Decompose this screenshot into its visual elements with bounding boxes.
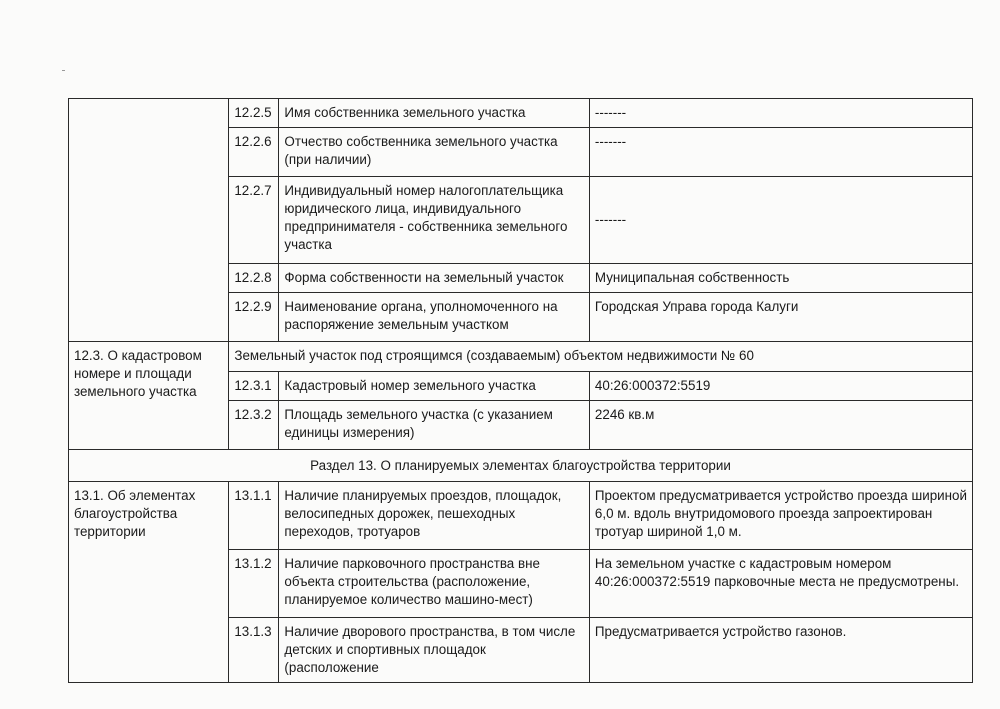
row-number: 12.2.5 [229, 99, 279, 128]
row-number: 13.1.3 [229, 618, 279, 683]
row-number: 13.1.1 [229, 482, 279, 550]
row-value: Городская Управа города Калуги [589, 293, 972, 342]
row-label: Отчество собственника земельного участка (при наличии) [279, 128, 590, 177]
row-value: Муниципальная собственность [589, 264, 972, 293]
row-value: На земельном участке с кадастровым номером 40:26:000372:5519 парковочные места не предусмотрены. [589, 550, 972, 618]
row-number: 12.2.9 [229, 293, 279, 342]
row-value: 2246 кв.м [589, 401, 972, 450]
row-number: 12.2.6 [229, 128, 279, 177]
row-value: ------- [589, 177, 972, 264]
row-label: Наличие планируемых проездов, площадок, велосипедных дорожек, пешеходных переходов, тротуаров [279, 482, 590, 550]
row-number: 12.2.8 [229, 264, 279, 293]
scan-speck [62, 70, 65, 71]
row-label: Кадастровый номер земельного участка [279, 372, 590, 401]
row-label: Наличие дворового пространства, в том числе детских и спортивных площадок (расположение [279, 618, 590, 683]
row-label: Форма собственности на земельный участок [279, 264, 590, 293]
row-value: Проектом предусматривается устройство проезда шириной 6,0 м. вдоль внутридомового проезда запроектирован тротуар шириной 1,0 м. [589, 482, 972, 550]
row-label: Наименование органа, уполномоченного на распоряжение земельным участком [279, 293, 590, 342]
table-row [69, 450, 973, 482]
row-value: 40:26:000372:5519 [589, 372, 972, 401]
row-number: 13.1.2 [229, 550, 279, 618]
table-row [69, 342, 973, 372]
section-12-3-title: 12.3. О кадастровом номере и площади земельного участка [69, 342, 229, 450]
table-row [69, 482, 973, 550]
table-row [69, 99, 973, 128]
row-number: 12.2.7 [229, 177, 279, 264]
section-12-3-header: Земельный участок под строящимся (создаваемым) объектом недвижимости № 60 [229, 342, 973, 372]
row-label: Имя собственника земельного участка [279, 99, 590, 128]
row-value: ------- [589, 99, 972, 128]
row-label: Наличие парковочного пространства вне объекта строительства (расположение, планируемое количество машино-мест) [279, 550, 590, 618]
row-label: Площадь земельного участка (с указанием единицы измерения) [279, 401, 590, 450]
row-label: Индивидуальный номер налогоплательщика юридического лица, индивидуального предпринимателя - собственника земельного участка [279, 177, 590, 264]
row-value: Предусматривается устройство газонов. [589, 618, 972, 683]
row-value: ------- [589, 128, 972, 177]
row-number: 12.3.1 [229, 372, 279, 401]
row-number: 12.3.2 [229, 401, 279, 450]
section-12-2-title-cell [69, 99, 229, 342]
section-13-1-title: 13.1. Об элементах благоустройства территории [69, 482, 229, 683]
section-13-heading: Раздел 13. О планируемых элементах благоустройства территории [69, 450, 973, 482]
document-table [68, 98, 973, 683]
